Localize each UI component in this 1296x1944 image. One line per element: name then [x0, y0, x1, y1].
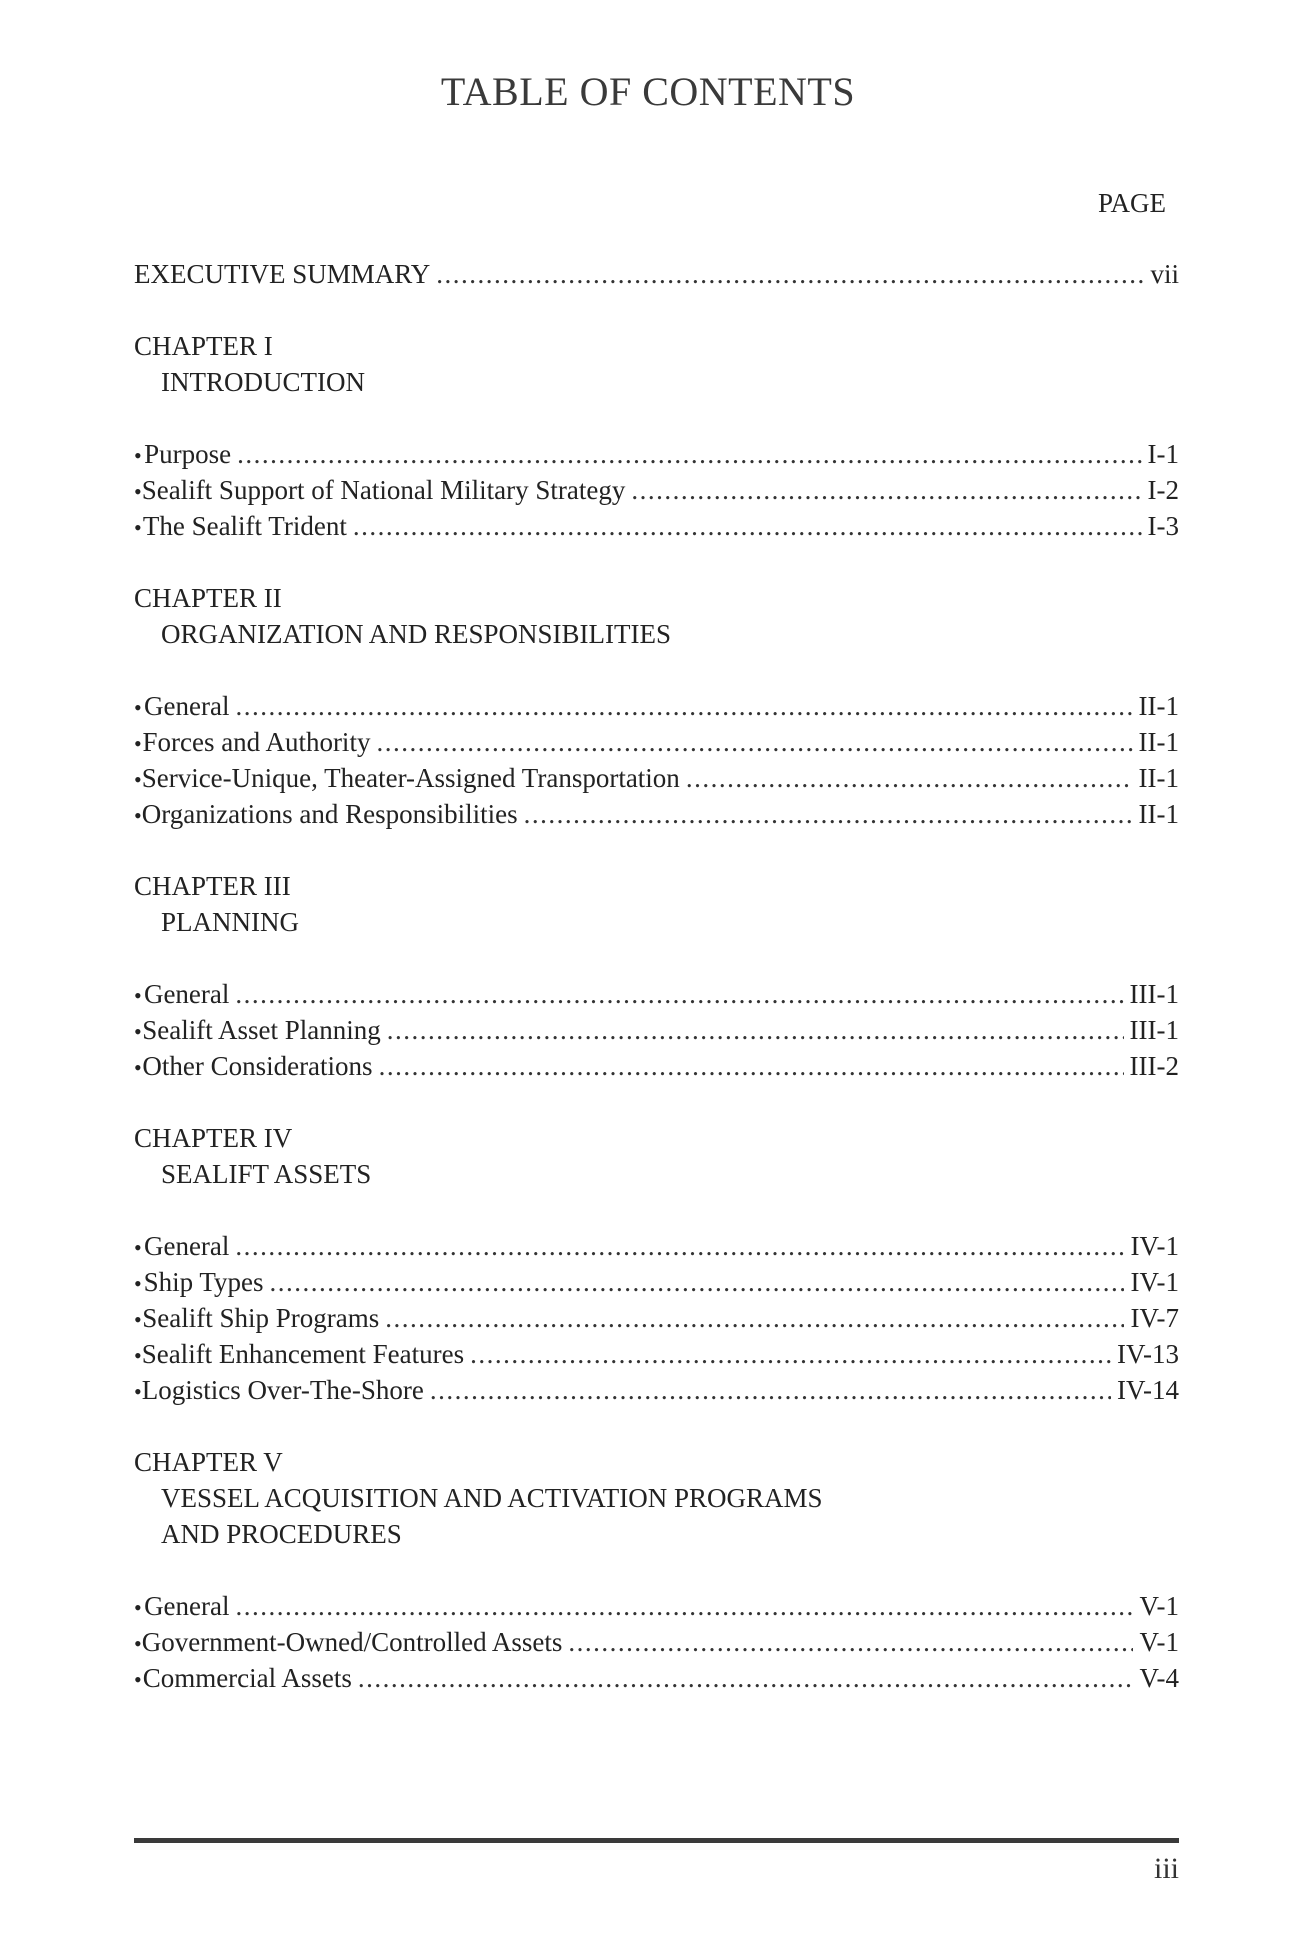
toc-entry-page: IV-14: [1116, 1375, 1179, 1405]
spacer: [134, 940, 1179, 976]
toc-entry-label: General: [144, 691, 230, 721]
bullet-icon: •: [134, 1595, 142, 1620]
toc-entry-page: IV-1: [1130, 1267, 1179, 1297]
dot-leader: [235, 976, 1123, 1012]
chapter-block: [134, 292, 1179, 544]
toc-entry-page: I-2: [1147, 475, 1179, 505]
chapter-number: CHAPTER I: [134, 331, 273, 361]
dot-leader: [436, 256, 1144, 292]
spacer: [134, 832, 1179, 868]
chapter-number: CHAPTER V: [134, 1447, 283, 1477]
table-of-contents: [134, 256, 1179, 1696]
toc-entry[interactable]: [134, 1336, 1179, 1372]
chapter-block: [134, 544, 1179, 832]
toc-entry-label: Purpose: [144, 439, 232, 469]
bullet-icon: •: [134, 1055, 142, 1080]
toc-entry-label: Other Considerations: [142, 1051, 373, 1081]
toc-entry-label: Sealift Enhancement Features: [141, 1339, 465, 1369]
toc-entry[interactable]: [134, 436, 1179, 472]
toc-entry-label: Government-Owned/Controlled Assets: [141, 1627, 563, 1657]
toc-entry-page: V-1: [1139, 1591, 1179, 1621]
footer-rule: [134, 1838, 1179, 1843]
bullet-icon: •: [134, 1631, 142, 1656]
toc-entry-label: Ship Types: [143, 1267, 264, 1297]
toc-entry-label: Sealift Asset Planning: [142, 1015, 381, 1045]
toc-entry[interactable]: [134, 688, 1179, 724]
toc-entry[interactable]: [134, 472, 1179, 508]
chapter-title: INTRODUCTION: [161, 367, 365, 397]
bullet-icon: •: [134, 983, 142, 1008]
bullet-icon: •: [134, 731, 142, 756]
toc-entry-label: Forces and Authority: [142, 727, 371, 757]
dot-leader: [353, 508, 1142, 544]
toc-entry-page: II-1: [1138, 763, 1179, 793]
spacer: [134, 292, 1179, 328]
toc-entry[interactable]: [134, 1624, 1179, 1660]
toc-entry[interactable]: [134, 724, 1179, 760]
toc-entry[interactable]: [134, 1228, 1179, 1264]
dot-leader: [236, 688, 1133, 724]
dot-leader: [269, 1264, 1124, 1300]
toc-entry[interactable]: [134, 1300, 1179, 1336]
toc-entry-page: V-4: [1139, 1663, 1179, 1693]
bullet-icon: •: [134, 1271, 142, 1296]
toc-entry-label: General: [143, 979, 230, 1009]
chapter-number: CHAPTER II: [134, 583, 282, 613]
footer-page-number: iii: [1153, 1852, 1179, 1885]
toc-entry-label: General: [144, 1591, 230, 1621]
toc-entry[interactable]: [134, 1372, 1179, 1408]
toc-entry-page: III-2: [1129, 1051, 1179, 1081]
dot-leader: [385, 1300, 1124, 1336]
chapter-title: ORGANIZATION AND RESPONSIBILITIES: [161, 619, 671, 649]
toc-entry-page: III-1: [1129, 1015, 1179, 1045]
toc-entry[interactable]: [134, 1588, 1179, 1624]
toc-entry-page: II-1: [1138, 691, 1179, 721]
chapter-number: CHAPTER III: [134, 871, 291, 901]
chapter-title: AND PROCEDURES: [161, 1519, 402, 1549]
toc-entry[interactable]: [134, 976, 1179, 1012]
bullet-icon: •: [134, 695, 142, 720]
toc-entry-page: IV-7: [1130, 1303, 1179, 1333]
spacer: [134, 1084, 1179, 1120]
chapter-title: SEALIFT ASSETS: [161, 1159, 372, 1189]
dot-leader: [387, 1012, 1124, 1048]
chapter-title: PLANNING: [161, 907, 299, 937]
dot-leader: [568, 1624, 1133, 1660]
spacer: [134, 544, 1179, 580]
toc-entry-label: EXECUTIVE SUMMARY: [134, 259, 431, 289]
chapter-block: [134, 832, 1179, 1084]
toc-entry-page: II-1: [1138, 727, 1179, 757]
dot-leader: [376, 724, 1132, 760]
toc-entry[interactable]: [134, 796, 1179, 832]
chapter-block: [134, 1408, 1179, 1696]
toc-entry[interactable]: [134, 760, 1179, 796]
spacer: [134, 1552, 1179, 1588]
page-column-label: PAGE: [1097, 188, 1166, 218]
bullet-icon: •: [134, 1019, 142, 1044]
toc-entry-page: I-3: [1147, 511, 1179, 541]
toc-entry-page: III-1: [1129, 979, 1179, 1009]
toc-entry-page: I-1: [1147, 439, 1179, 469]
spacer: [134, 652, 1179, 688]
dot-leader: [631, 472, 1141, 508]
dot-leader: [379, 1048, 1124, 1084]
dot-leader: [237, 436, 1141, 472]
toc-entry-label: Logistics Over-The-Shore: [141, 1375, 424, 1405]
chapter-block: [134, 1084, 1179, 1408]
toc-entry-label: Service-Unique, Theater-Assigned Transportation: [141, 763, 680, 793]
bullet-icon: •: [134, 1235, 142, 1260]
dot-leader: [236, 1588, 1134, 1624]
bullet-icon: •: [134, 1379, 142, 1404]
toc-entry[interactable]: [134, 1264, 1179, 1300]
bullet-icon: •: [134, 443, 142, 468]
dot-leader: [524, 796, 1133, 832]
toc-entry-label: The Sealift Trident: [142, 511, 347, 541]
toc-entry[interactable]: [134, 1048, 1179, 1084]
chapter-title: VESSEL ACQUISITION AND ACTIVATION PROGRAMS: [161, 1483, 823, 1513]
toc-entry-executive-summary[interactable]: [134, 256, 1179, 292]
toc-entry[interactable]: [134, 508, 1179, 544]
toc-entry-page: vii: [1150, 259, 1179, 289]
bullet-icon: •: [134, 1343, 142, 1368]
toc-entry[interactable]: [134, 1660, 1179, 1696]
dot-leader: [358, 1660, 1134, 1696]
spacer: [134, 1192, 1179, 1228]
chapter-list: [134, 292, 1179, 1696]
toc-entry-page: II-1: [1138, 799, 1179, 829]
toc-entry-page: V-1: [1139, 1627, 1179, 1657]
dot-leader: [686, 760, 1133, 796]
chapter-number: CHAPTER IV: [134, 1123, 293, 1153]
bullet-icon: •: [134, 1307, 142, 1332]
page-title: TABLE OF CONTENTS: [440, 69, 856, 114]
bullet-icon: •: [134, 803, 142, 828]
bullet-icon: •: [134, 479, 142, 504]
dot-leader: [470, 1336, 1111, 1372]
toc-entry-label: Sealift Ship Programs: [142, 1303, 380, 1333]
toc-entry-page: IV-1: [1130, 1231, 1179, 1261]
toc-entry-label: General: [143, 1231, 230, 1261]
bullet-icon: •: [134, 515, 142, 540]
toc-entry-label: Organizations and Responsibilities: [141, 799, 518, 829]
bullet-icon: •: [134, 1667, 142, 1692]
spacer: [134, 1408, 1179, 1444]
toc-entry-label: Sealift Support of National Military Strategy: [141, 475, 626, 505]
spacer: [134, 400, 1179, 436]
toc-entry[interactable]: [134, 1012, 1179, 1048]
dot-leader: [235, 1228, 1124, 1264]
dot-leader: [430, 1372, 1111, 1408]
toc-entry-page: IV-13: [1116, 1339, 1179, 1369]
toc-entry-label: Commercial Assets: [142, 1663, 352, 1693]
bullet-icon: •: [134, 767, 142, 792]
